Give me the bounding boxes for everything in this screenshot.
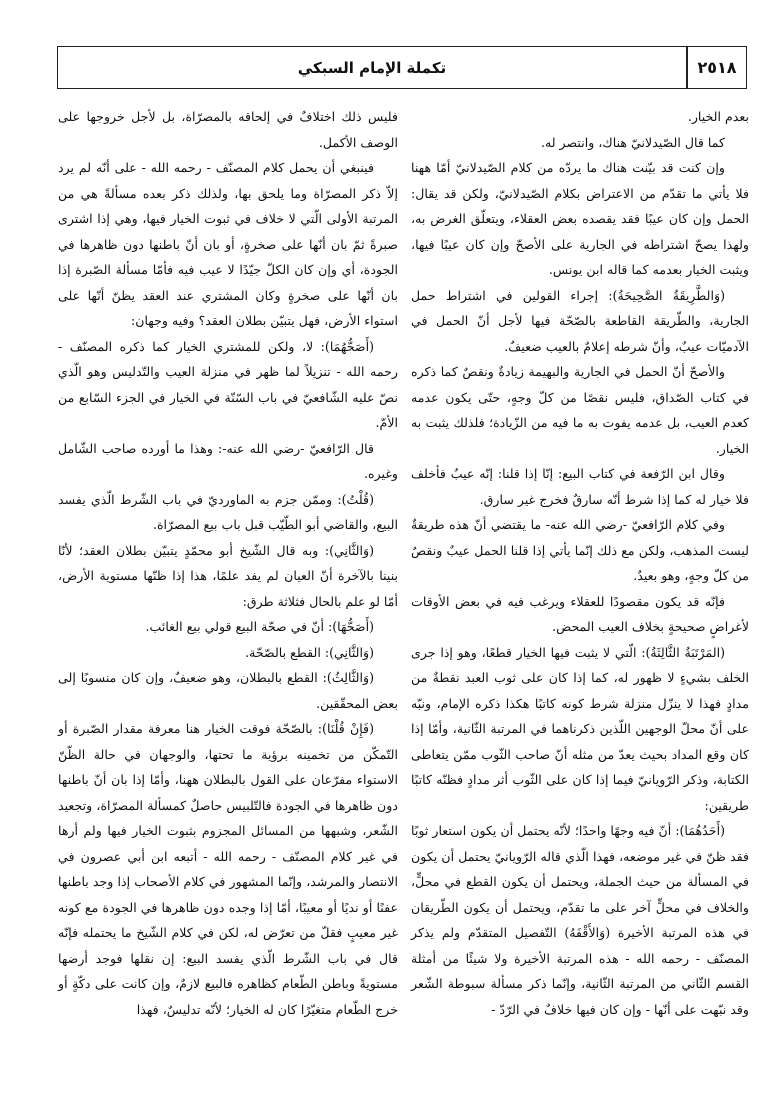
paragraph: (وَالثَّانِي): القطع بالصّحّة.: [245, 644, 374, 660]
paragraph: (وَالثَّانِي): وبه قال الشّيخ أبو محمّدٍ يتبيّن بطلان العقد؛ لأنّا بنينا بالآخرة أنّ العيان لم يفد علمًا، هذا إذا ظنّها مستوية الأرض، أمّا لو علم بالحال فثلاثة طرق:: [58, 542, 398, 609]
paragraph: (قُلْتُ): وممّن جزم به الماورديّ في باب الشّرط الّذي يفسد البيع، والقاضي أبو الطّيّب قبل باب بيع المصرّاة.: [58, 491, 398, 532]
paragraph: (وَالثَّالِثُ): القطع بالبطلان، وهو ضعيفٌ، وإن كان منسوبًا إلى بعض المحقّقين.: [58, 670, 398, 711]
paragraph: وقال ابن الرّفعة في كتاب البيع: إنّا إذا قلنا: إنّه عيبٌ فأخلف فلا خيار له كما إذا شرط أنّه سارقٌ فخرج غير سارق.: [411, 466, 749, 507]
paragraph: وفي كلام الرّافعيّ -رضي الله عنه- ما يقتضي أنّ هذه طريقةٌ ليست المذهب، ولكن مع ذلك إنّما يأتي إذا قلنا الحمل عيبٌ ونقصٌ من كلّ وجهٍ، وهو بعيدٌ.: [411, 517, 749, 583]
paragraph: قال الرّافعيّ -رضي الله عنه-: وهذا ما أورده صاحب الشّامل وغيره.: [58, 440, 398, 481]
page-number: ٢٥١٨: [686, 47, 746, 88]
paragraph: (المَرْتَبَةُ الثَّالِثَةُ): الّتي لا يثبت فيها الخيار قطعًا، وهو إذا جرى الخلف بشيءٍ لا ظهور له، كما إذا كان على ثوب العبد نقطةٌ من مدادٍ فهذا لا ينزّل منزلة شرط كونه كاتبًا هكذا ذكره الإمام، ونبّه على أنّ محلّ الوجهين اللّذين ذكرناهما في المرتبة الثّانية، وأمّا إذا كان وقع المداد بحيث يعدّ من مثله أنّ صاحب الثّوب ممّن يتعاطى الكتابة، وذكر الرّويانيّ فيما إذا كان على الثّوب أثر مدادٍ فظنّه كاتبًا طريقين:: [411, 644, 749, 813]
paragraph: بعدم الخيار.: [687, 109, 749, 124]
paragraph: كما قال الصّيدلانيّ هناك، وانتصر له.: [540, 134, 725, 150]
page-header: [57, 46, 747, 89]
paragraph: والأصحّ أنّ الحمل في الجارية والبهيمة زيادةٌ ونقصٌ كما ذكره في كتاب الصّداق، فليس نقصًا من كلّ وجهٍ، حتّى يكون عدمه كعدم العيب، بل عدمه يفوت به ما فيه من الزّيادة؛ فلذلك يثبت به الخيار.: [411, 364, 749, 456]
paragraph: (أَصَحُّهَا): أنّ في صحّة البيع قولي بيع الغائب.: [145, 619, 374, 634]
running-title: تكملة الإمام السبكي: [297, 58, 447, 77]
paragraph: (فَإِنْ قُلْنَا): بالصّحّة فوقت الخيار هنا معرفة مقدار الصّبرة أو التّمكّن من تخمينه برؤية ما تحتها، والوجهان في حالة الظّنّ الاستواء مفرّعان على القول بالبطلان ههنا، وأمّا إذا بان أنّ باطنها دون ظاهرها في الجودة فالتّلبيس حاصلٌ كمسألة المصرّاة، وتجعيد الشّعر، وشبهها من المسائل المجزوم بثبوت الخيار فيها ولم أرها في غير كلام المصنّف - رحمه الله - أتبعه ابن أبي عصرون في الانتصار والمرشد، وإنّما المشهور في كلام الأصحاب إذا وجد باطنها عفنًا أو نديًا أو معيبًا، أمّا إذا وجده دون ظاهرها في الجودة مع كونه غير معيبٍ فقلّ من تعرّض له، لكن في كلام الشّيخ ما يحتمله فإنّه قال في باب الشّرط الّذي يفسد البيع: إن نقلها فوجد أرضها مستويةً وباطن الطّعام كظاهره فالبيع لازمٌ، وإن كانت على دكّةٍ أو خرج الطّعام متغيّرًا كان له الخيار؛ لأنّه تدليسٌ، فهذا: [58, 721, 398, 1017]
paragraph: فإنّه قد يكون مقصودًا للعقلاء ويرغب فيه في بعض الأوقات لأغراضٍ صحيحةٍ بخلاف العيب المحض.: [411, 593, 749, 634]
paragraph: وإن كنت قد بيّنت هناك ما يردّه من كلام الصّيدلانيّ أمّا ههنا فلا يأتي ما تقدّم من الاعتراض بكلام الصّيدلانيّ، ولكن قد يقال: الحمل وإن كان عيبًا فقد يقصده بعض العقلاء، ويتعلّق الغرض به، ولهذا يصحّ اشتراطه في الجارية على الأصحّ وإن كان عيبًا فيها، ويثبت الخيار بعدمه كما قاله ابن يونس.: [411, 160, 749, 277]
paragraph: (أَصَحُّهُمَا): لا، ولكن للمشتري الخيار كما ذكره المصنّف - رحمه الله - تنزيلاً لما ظهر في منزلة العيب والتّدليس وهو الّذي نصّ عليه الشّافعيّ في باب السّنّة في الخيار في الجزء السّابع من الأمّ.: [58, 338, 398, 430]
paragraph: فينبغي أن يحمل كلام المصنّف - رحمه الله - على أنّه لم يرد إلاّ ذكر المصرّاة وما يلحق بها، ولذلك ذكر بعده مسألةً هي من المرتبة الأولى الّتي لا خلاف في ثبوت الخيار فيها، وهي إذا اشترى صبرةً ثمّ بان أنّها على صخرةٍ، أو بان أنّ باطنها دون ظاهرها في الجودة، أي وإن كان الكلّ جيّدًا لا عيب فيه فأمّا مسألة الصّبرة إذا بان أنّها على صخرةٍ وكان المشتري عند العقد يظنّ أنّها على استواء الأرض، فهل يتبيّن بطلان العقد؟ وفيه وجهان:: [58, 160, 398, 328]
left-column: [58, 104, 398, 1022]
right-column: [411, 104, 749, 1022]
paragraph: (أَحَدُهُمَا): أنّ فيه وجهًا واحدًا؛ لأنّه يحتمل أن يكون استعار ثوبًا فقد ظنّ في غير موضعه، فهذا الّذي قاله الرّويانيّ يحتمل أن يكون في المسألة من حيث الجملة، ويحتمل أن يكون القطع في محلٍّ، والخلاف في محلٍّ آخر على ما تقدّم، ويحتمل أن يكون الطّريقان في هذه المرتبة الأخيرة (وَالأَقْفَهُ) التّفصيل المتقدّم ولم يذكر المصنّف - رحمه الله - هذه المرتبة الأخيرة ولا شيئًا من أمثلة القسم الثّاني من المرتبة الثّانية، وإنّما ذكر مسألة سبوطة الشّعر وقد نبّهت على أنّها - وإن كان فيها خلافٌ في الرّدّ -: [411, 823, 749, 1017]
paragraph: فليس ذلك اختلافٌ في إلحاقه بالمصرّاة، بل لأجل خروجها على الوصف الأكمل.: [58, 109, 398, 150]
paragraph: (وَالطَّرِيقَةُ الصَّحِيحَةُ): إجراء القولين في اشتراط حمل الجارية، والطّريقة القاطعة بالصّحّة فيها لأجل أنّ الحمل في الآدميّات عيبٌ، وأنّ شرطه إعلامٌ بالعيب ضعيفٌ.: [411, 287, 749, 354]
